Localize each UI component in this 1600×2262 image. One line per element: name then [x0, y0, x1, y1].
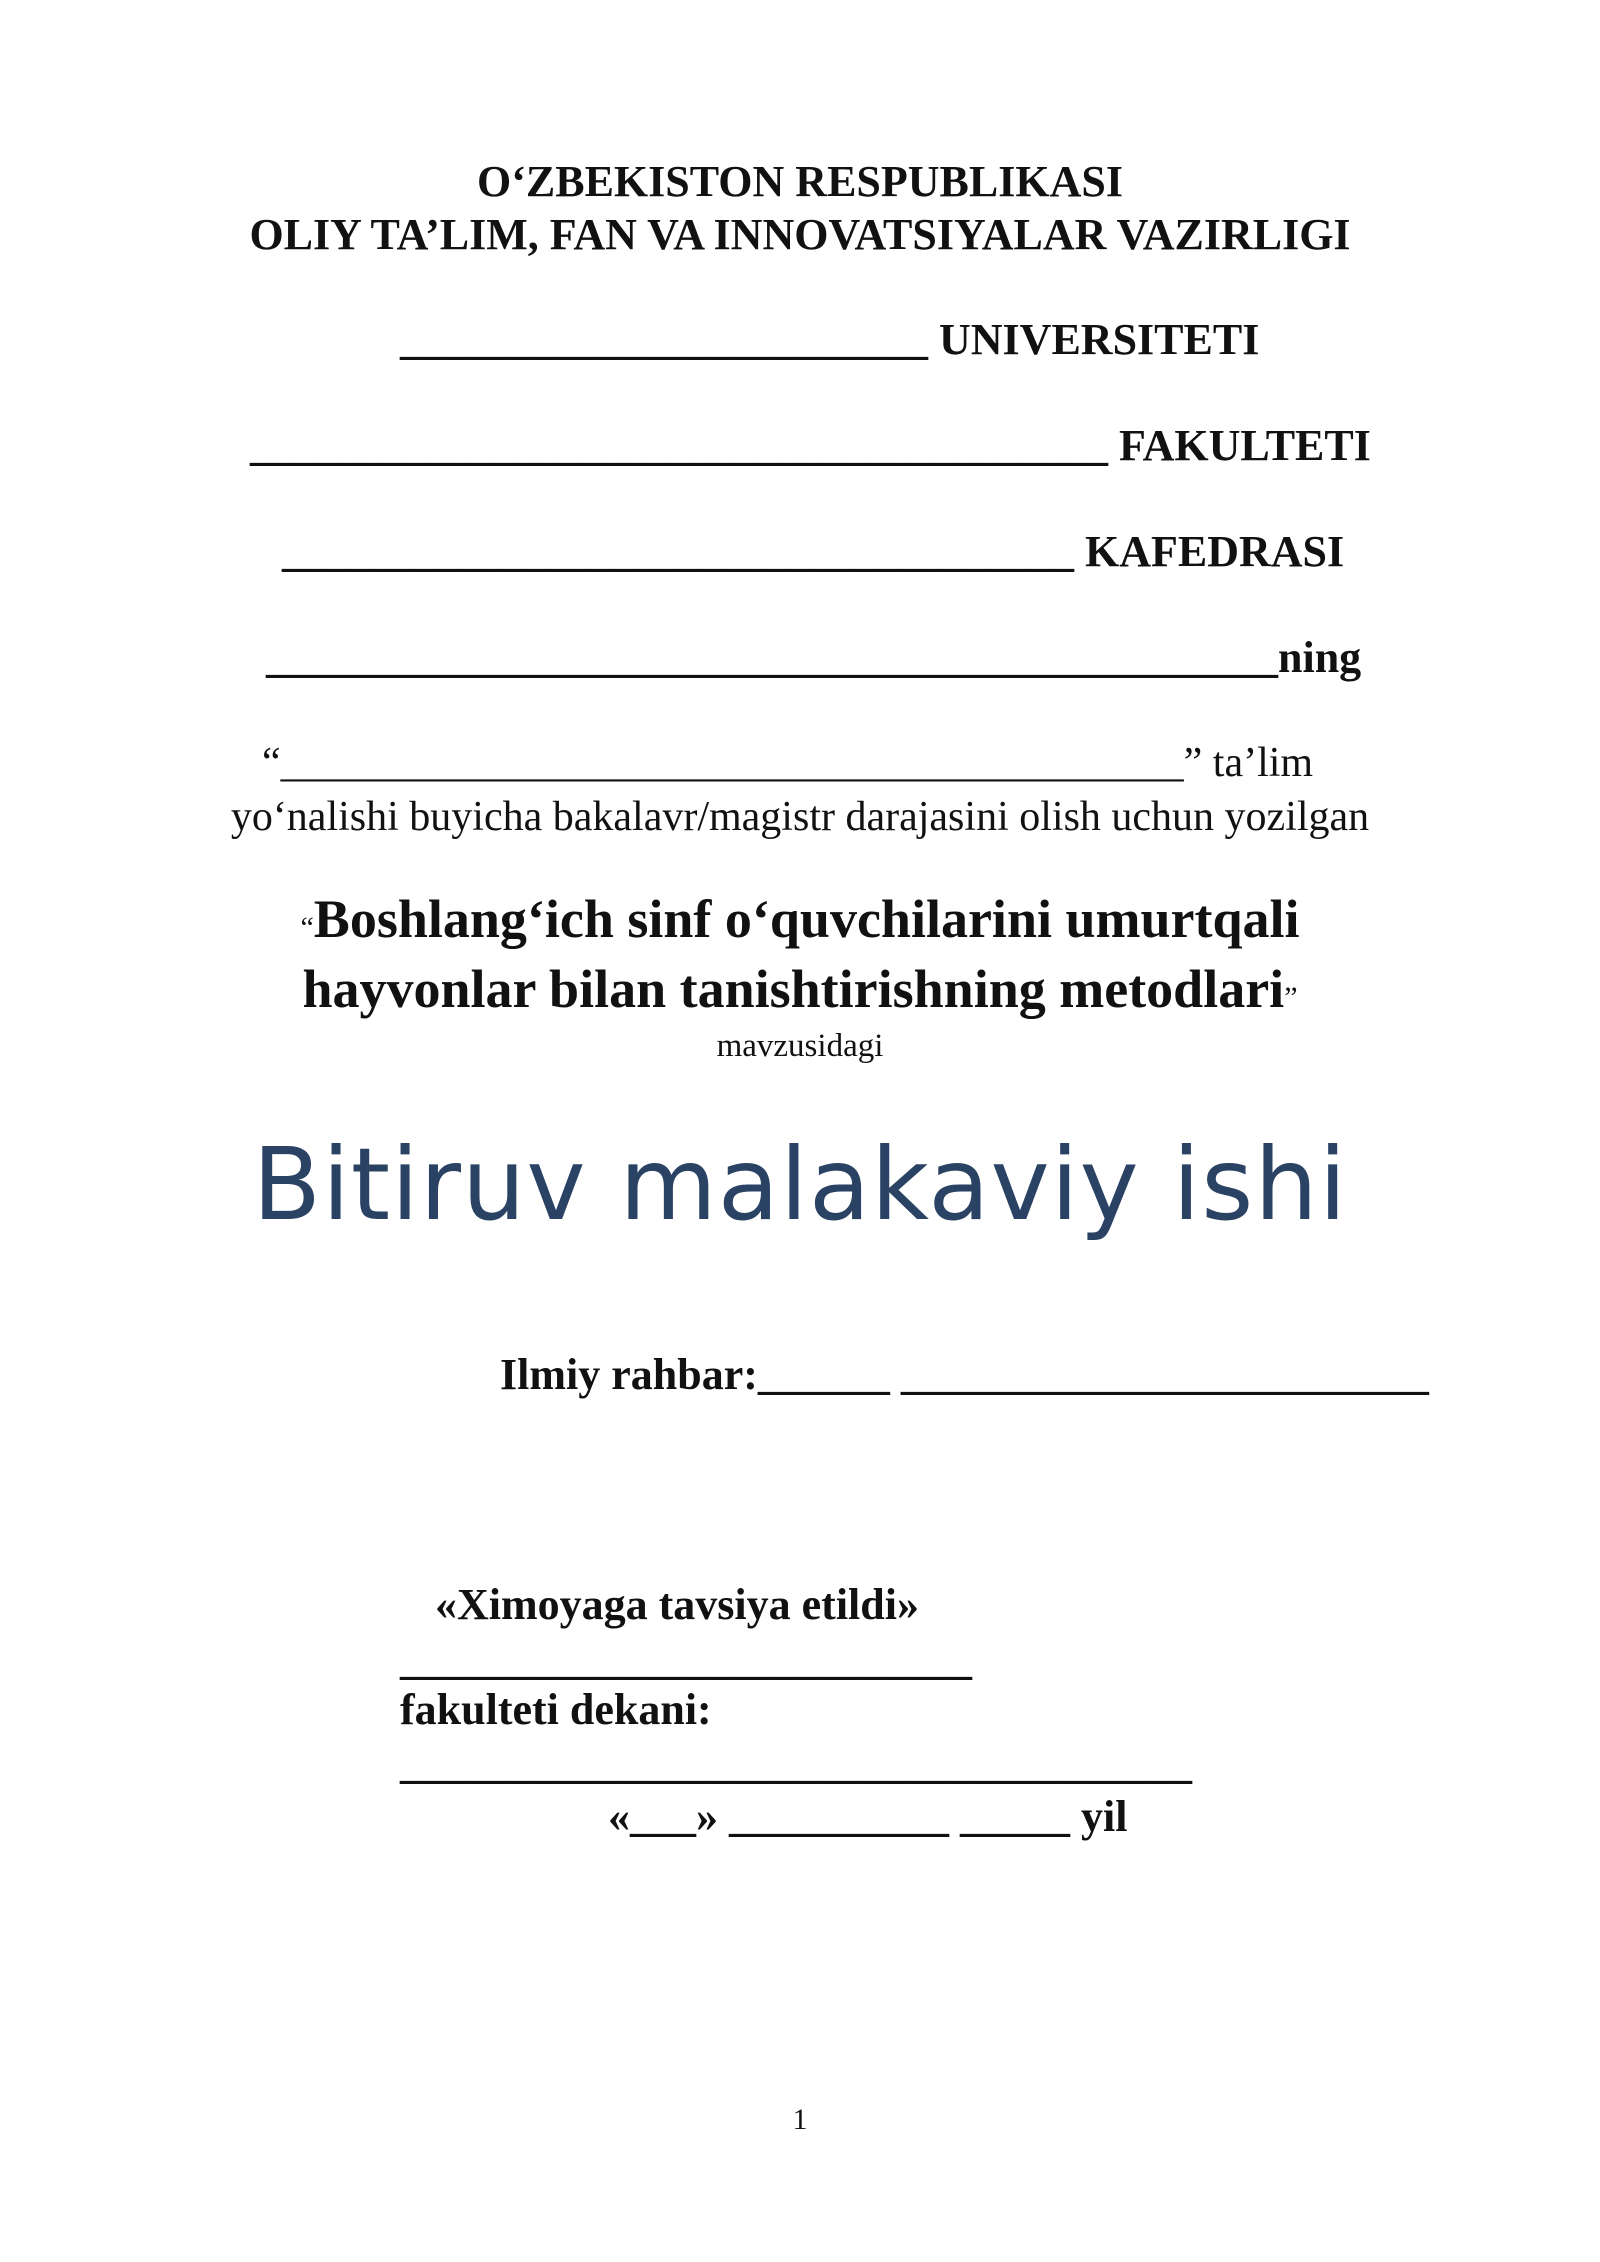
student-line: ______________________________________________ning [266, 633, 1362, 682]
date-line: «___» __________ _____ yil [608, 1792, 1128, 1841]
dean-label: fakulteti dekani: [400, 1685, 712, 1734]
supervisor-line: Ilmiy rahbar:______ ________________________ [500, 1350, 1429, 1399]
topic-open-quote: “ [300, 911, 314, 944]
dean-signature-blank: ____________________________________ [400, 1739, 1192, 1788]
university-line: ________________________ UNIVERSITETI [400, 315, 1260, 364]
degree-line: yo‘nalishi buyicha bakalavr/magistr darajasini olish uchun yozilgan [230, 794, 1370, 840]
topic-text-2: hayvonlar bilan tanishtirishning metodlari [302, 959, 1285, 1019]
country-heading: O‘ZBEKISTON RESPUBLIKASI [477, 157, 1123, 206]
recommendation-label: «Ximoyaga tavsiya etildi» [435, 1580, 919, 1629]
recommendation-blank: __________________________ [400, 1635, 972, 1684]
work-title: Bitiruv malakaviy ishi [252, 1126, 1348, 1243]
page-number: 1 [792, 2103, 808, 2136]
faculty-line: _______________________________________ FAKULTETI [250, 421, 1371, 470]
topic-line-2 [0, 959, 1600, 1019]
topic-suffix: mavzusidagi [716, 1028, 884, 1064]
topic-close-quote: ” [1284, 981, 1298, 1014]
topic-text-1: Boshlang‘ich sinf o‘quvchilarini umurtqali [313, 889, 1300, 949]
topic-line-1 [0, 889, 1600, 949]
ministry-heading: OLIY TA’LIM, FAN VA INNOVATSIYALAR VAZIRLIGI [249, 210, 1351, 259]
department-line: ____________________________________ KAFEDRASI [282, 527, 1345, 576]
direction-line: “___________________________________________” ta’lim [262, 740, 1314, 786]
